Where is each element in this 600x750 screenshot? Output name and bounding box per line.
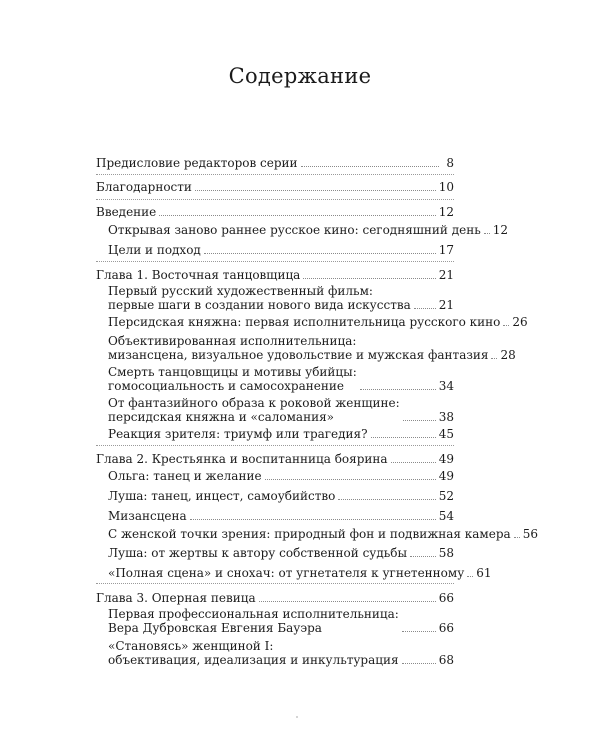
- toc-subentry[interactable]: [108, 243, 454, 257]
- toc-page-number: 8: [446, 156, 454, 170]
- toc-subentry[interactable]: [108, 334, 516, 362]
- section-divider: [96, 261, 454, 262]
- toc-page-number: 58: [438, 546, 454, 560]
- toc-entry-text: Первый русский художественный фильм: первые шаги в создании нового вида искусства: [108, 284, 411, 312]
- toc-entry-text: Луша: танец, инцест, самоубийство: [108, 489, 336, 503]
- toc-page-number: 17: [438, 243, 454, 257]
- dot-leader: [414, 308, 436, 309]
- toc-page-number: 45: [438, 427, 454, 441]
- toc-entry-text: Луша: от жертвы к автору собственной судьбы: [108, 546, 408, 560]
- dot-leader: [403, 420, 436, 421]
- toc-page-number: 54: [438, 509, 454, 523]
- dot-leader: [491, 358, 497, 359]
- toc-page-number: 10: [438, 180, 454, 194]
- toc-entry-text: Персидская княжна: первая исполнительница русского кино: [108, 315, 501, 329]
- section-divider: [96, 445, 454, 446]
- toc-entry-acknowledgements[interactable]: [96, 180, 454, 194]
- toc-subentry[interactable]: [108, 489, 454, 503]
- toc-entry-text: С женской точки зрения: природный фон и подвижная камера: [108, 527, 511, 541]
- dot-leader: [259, 601, 436, 602]
- toc-entry-chapter-3[interactable]: [96, 591, 454, 605]
- toc-entry-text: «Становясь» женщиной I: объективация, идеализация и инкультурация: [108, 639, 399, 667]
- toc-page-number: 38: [438, 410, 454, 424]
- dot-leader: [338, 499, 435, 500]
- toc-page-number: 21: [438, 268, 454, 282]
- dot-leader: [391, 462, 436, 463]
- toc-entry-chapter-1[interactable]: [96, 268, 454, 282]
- toc-page-number: 61: [476, 566, 492, 580]
- toc-subentry[interactable]: [108, 284, 454, 312]
- section-divider: [96, 199, 454, 200]
- dot-leader: [360, 389, 436, 390]
- dot-leader: [503, 325, 509, 326]
- dot-leader: [402, 663, 436, 664]
- section-divider: [96, 174, 454, 175]
- toc-subentry[interactable]: [108, 427, 454, 441]
- dot-leader: [514, 537, 520, 538]
- toc-page-number: 68: [438, 653, 454, 667]
- toc-entry-chapter-2[interactable]: [96, 452, 454, 466]
- dot-leader: [195, 190, 436, 191]
- toc-subentry[interactable]: [108, 365, 454, 393]
- dot-leader: [402, 631, 436, 632]
- dot-leader: [371, 437, 436, 438]
- dot-leader: [204, 253, 436, 254]
- toc-entry-text: Предисловие редакторов серии: [96, 156, 298, 170]
- toc-page-number: 56: [522, 527, 538, 541]
- page-mark: [296, 716, 298, 718]
- page-title: Содержание: [228, 64, 372, 88]
- toc-page-number: 21: [438, 298, 454, 312]
- toc-subentry[interactable]: [108, 607, 454, 635]
- toc-entry-text: Глава 3. Оперная певица: [96, 591, 256, 605]
- dot-leader: [301, 166, 439, 167]
- toc-subentry[interactable]: [108, 639, 454, 667]
- toc-page-number: 12: [492, 223, 509, 237]
- toc-entry-text: Глава 1. Восточная танцовщица: [96, 268, 301, 282]
- toc-subentry[interactable]: [108, 527, 538, 541]
- toc-entry-text: Ольга: танец и желание: [108, 469, 262, 483]
- toc-page-number: 26: [512, 315, 528, 329]
- toc-entry-text: Глава 2. Крестьянка и воспитанница боярина: [96, 452, 388, 466]
- dot-leader: [190, 519, 436, 520]
- toc-page-number: 49: [438, 452, 454, 466]
- toc-subentry[interactable]: [108, 566, 492, 580]
- toc-page-number: 34: [438, 379, 454, 393]
- toc-page-number: 28: [500, 348, 516, 362]
- toc-page-number: 66: [438, 621, 454, 635]
- toc-entry-text: Первая профессиональная исполнительница: Вера Дубровская Евгения Бауэра: [108, 607, 399, 635]
- dot-leader: [467, 576, 473, 577]
- toc-entry-text: Введение: [96, 205, 157, 219]
- toc-entry-text: «Полная сцена» и снохач: от угнетателя к угнетенному: [108, 566, 465, 580]
- toc-entry-text: Реакция зрителя: триумф или трагедия?: [108, 427, 368, 441]
- dot-leader: [410, 556, 436, 557]
- toc-subentry[interactable]: [108, 546, 454, 560]
- toc-entry-foreword[interactable]: [96, 156, 454, 170]
- section-divider: [96, 583, 454, 584]
- toc-entry-text: Объективированная исполнительница: мизансцена, визуальное удовольствие и мужская фантазия: [108, 334, 489, 362]
- toc-subentry[interactable]: [108, 509, 454, 523]
- toc-page-number: 49: [438, 469, 454, 483]
- toc-entry-introduction[interactable]: [96, 205, 454, 219]
- toc-entry-text: Смерть танцовщицы и мотивы убийцы: гомосоциальность и самосохранение: [108, 365, 357, 393]
- toc-entry-text: Цели и подход: [108, 243, 201, 257]
- toc-subentry[interactable]: [108, 469, 454, 483]
- toc-page-number: 66: [438, 591, 454, 605]
- dot-leader: [303, 278, 435, 279]
- toc-subentry[interactable]: [108, 223, 509, 237]
- toc-entry-text: Мизансцена: [108, 509, 187, 523]
- dot-leader: [265, 479, 436, 480]
- toc-entry-text: Благодарности: [96, 180, 192, 194]
- toc-entry-text: Открывая заново раннее русское кино: сегодняшний день: [108, 223, 481, 237]
- toc-subentry[interactable]: [108, 315, 528, 329]
- toc-subentry[interactable]: [108, 396, 454, 424]
- dot-leader: [484, 233, 490, 234]
- toc-page-number: 12: [438, 205, 454, 219]
- toc-page-number: 52: [438, 489, 454, 503]
- toc-entry-text: От фантазийного образа к роковой женщине: персидская княжна и «саломания»: [108, 396, 400, 424]
- dot-leader: [159, 215, 435, 216]
